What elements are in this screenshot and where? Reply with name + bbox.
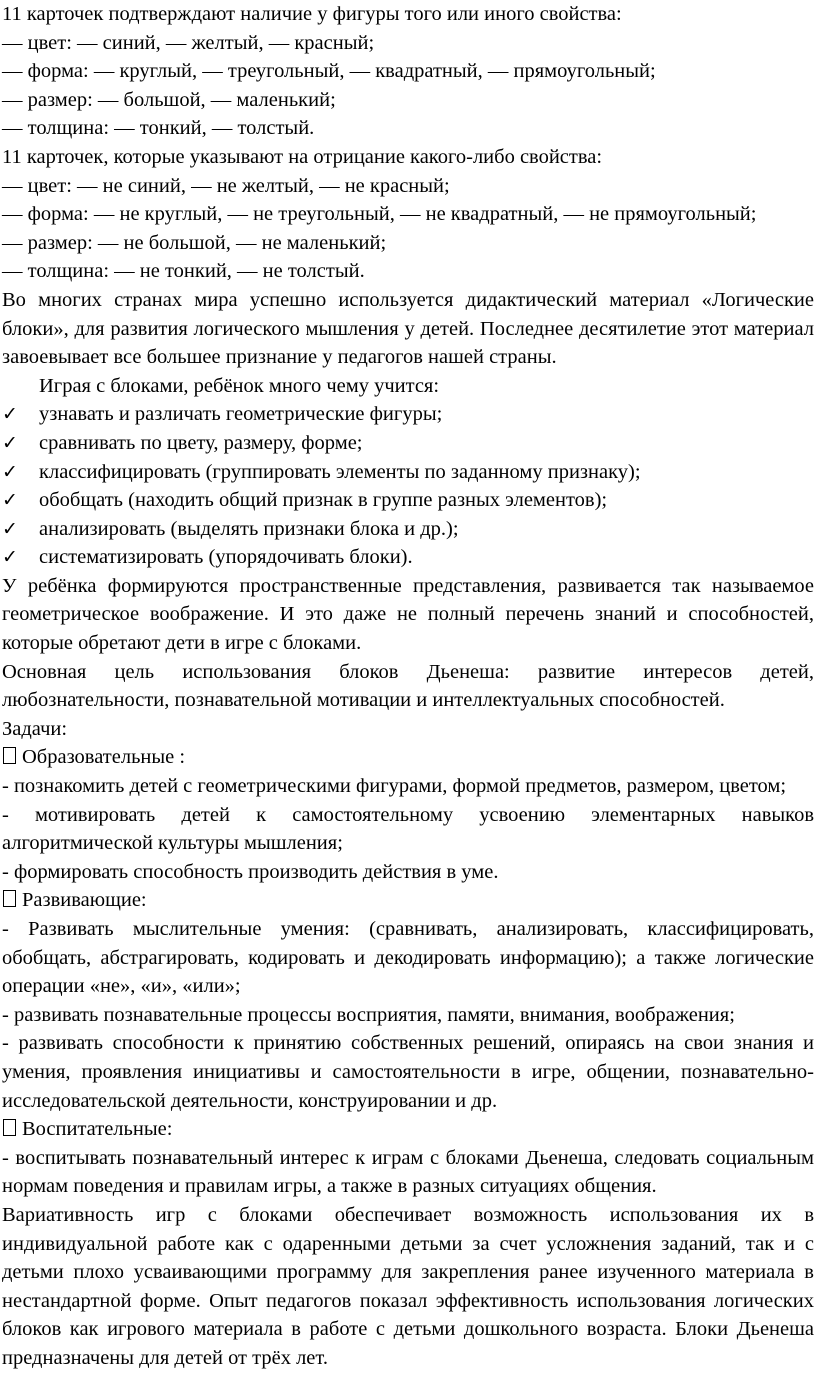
- list-item-text: систематизировать (упорядочивать блоки).: [39, 546, 413, 569]
- list-item: [2, 515, 814, 544]
- subheading-educational: [2, 743, 814, 772]
- checkmark-icon: ✓: [2, 403, 18, 426]
- paragraph-spatial: У ребёнка формируются пространственные представления, развивается так называемое геометрическое воображение. И это даже не полный перечень знаний и способностей, которые обретают дети в игре с блоками.: [2, 574, 814, 655]
- list-item-text: обобщать (находить общий признак в группе разных элементов);: [39, 489, 608, 512]
- paragraph-task: - познакомить детей с геометрическими фигурами, формой предметов, размером, цветом;: [2, 775, 787, 798]
- paragraph-cards-confirm: 11 карточек подтверждают наличие у фигуры того или иного свойства:: [2, 3, 622, 25]
- list-item-text: узнавать и различать геометрические фигуры;: [39, 403, 443, 426]
- list-item-text: классифицировать (группировать элементы по заданному признаку);: [39, 460, 641, 483]
- paragraph-task: - Развивать мыслительные умения: (сравнивать, анализировать, классифицировать, обобщать, абстрагировать, кодировать и декодировать информацию); а также логические операции «не», «и», «или»;: [2, 918, 814, 998]
- line-not-size: — размер: — не большой, — не маленький;: [2, 231, 387, 254]
- line-not-color: — цвет: — не синий, — не желтый, — не красный;: [2, 174, 450, 197]
- line-not-shape: — форма: — не круглый, — не треугольный, — не квадратный, — не прямоугольный;: [2, 203, 757, 226]
- paragraph-variability: Вариативность игр с блоками обеспечивает возможность использования их в индивидуальной работе как с одаренными детьми за счет усложнения заданий, так и с детьми плохо усваивающими программу для закрепления ранее изученного материала в нестандартной форме. Опыт педагогов показал эффективность использования логических блоков как игрового материала в работе с детьми дошкольного возраста. Блоки Дьенеша предназначены для детей от трёх лет.: [2, 1203, 814, 1369]
- list-item: [2, 400, 814, 429]
- missing-glyph-icon: [3, 1119, 16, 1136]
- list-item: [2, 429, 814, 458]
- paragraph-cards-negate: 11 карточек, которые указывают на отрицание какого-либо свойства:: [2, 145, 603, 168]
- paragraph-task: - развивать познавательные процессы восприятия, памяти, внимания, воображения;: [2, 1003, 735, 1026]
- line-color: — цвет: — синий, — желтый, — красный;: [2, 31, 375, 54]
- paragraph-playing-learns: Играя с блоками, ребёнок много чему учится:: [39, 374, 440, 397]
- skills-checklist: [2, 400, 814, 572]
- subheading-text: Развивающие:: [22, 889, 147, 912]
- line-shape: — форма: — круглый, — треугольный, — квадратный, — прямоугольный;: [2, 60, 656, 83]
- paragraph-logic-blocks: Во многих странах мира успешно используется дидактический материал «Логические блоки», для развития логического мышления у детей. Последнее десятилетие этот материал завоевывает все большее признание у педагогов нашей страны.: [2, 288, 814, 369]
- checkmark-icon: ✓: [2, 517, 18, 540]
- list-item-text: сравнивать по цвету, размеру, форме;: [39, 431, 363, 454]
- paragraph-task: - развивать способности к принятию собственных решений, опираясь на свои знания и умения, проявления инициативы и самостоятельности в игре, общении, познавательно-исследовательской деятельности, конструировании и др.: [2, 1032, 814, 1112]
- subheading-text: Воспитательные:: [22, 1118, 173, 1141]
- missing-glyph-icon: [3, 747, 16, 764]
- checkmark-icon: ✓: [2, 489, 18, 512]
- line-not-thickness: — толщина: — не тонкий, — не толстый.: [2, 260, 365, 283]
- heading-tasks: Задачи:: [2, 717, 68, 740]
- subheading-upbringing: [2, 1115, 814, 1144]
- list-item: [2, 543, 814, 572]
- list-item-text: анализировать (выделять признаки блока и др.);: [39, 517, 459, 540]
- paragraph-task: - мотивировать детей к самостоятельному усвоению элементарных навыков алгоритмической культуры мышления;: [2, 803, 814, 855]
- line-size: — размер: — большой, — маленький;: [2, 88, 336, 111]
- paragraph-task: - формировать способность производить действия в уме.: [2, 860, 499, 883]
- missing-glyph-icon: [3, 890, 16, 907]
- line-thickness: — толщина: — тонкий, — толстый.: [2, 117, 315, 140]
- subheading-text: Образовательные :: [22, 746, 186, 769]
- paragraph-task: - воспитывать познавательный интерес к играм с блоками Дьенеша, следовать социальным нормам поведения и правилам игры, а также в разных ситуациях общения.: [2, 1146, 814, 1198]
- subheading-developing: [2, 886, 814, 915]
- list-item: [2, 486, 814, 515]
- checkmark-icon: ✓: [2, 460, 18, 483]
- paragraph-main-goal: Основная цель использования блоков Дьенеша: развитие интересов детей, любознательности, познавательной мотивации и интеллектуальных способностей.: [2, 660, 814, 712]
- checkmark-icon: ✓: [2, 431, 18, 454]
- list-item: [2, 458, 814, 487]
- checkmark-icon: ✓: [2, 546, 18, 569]
